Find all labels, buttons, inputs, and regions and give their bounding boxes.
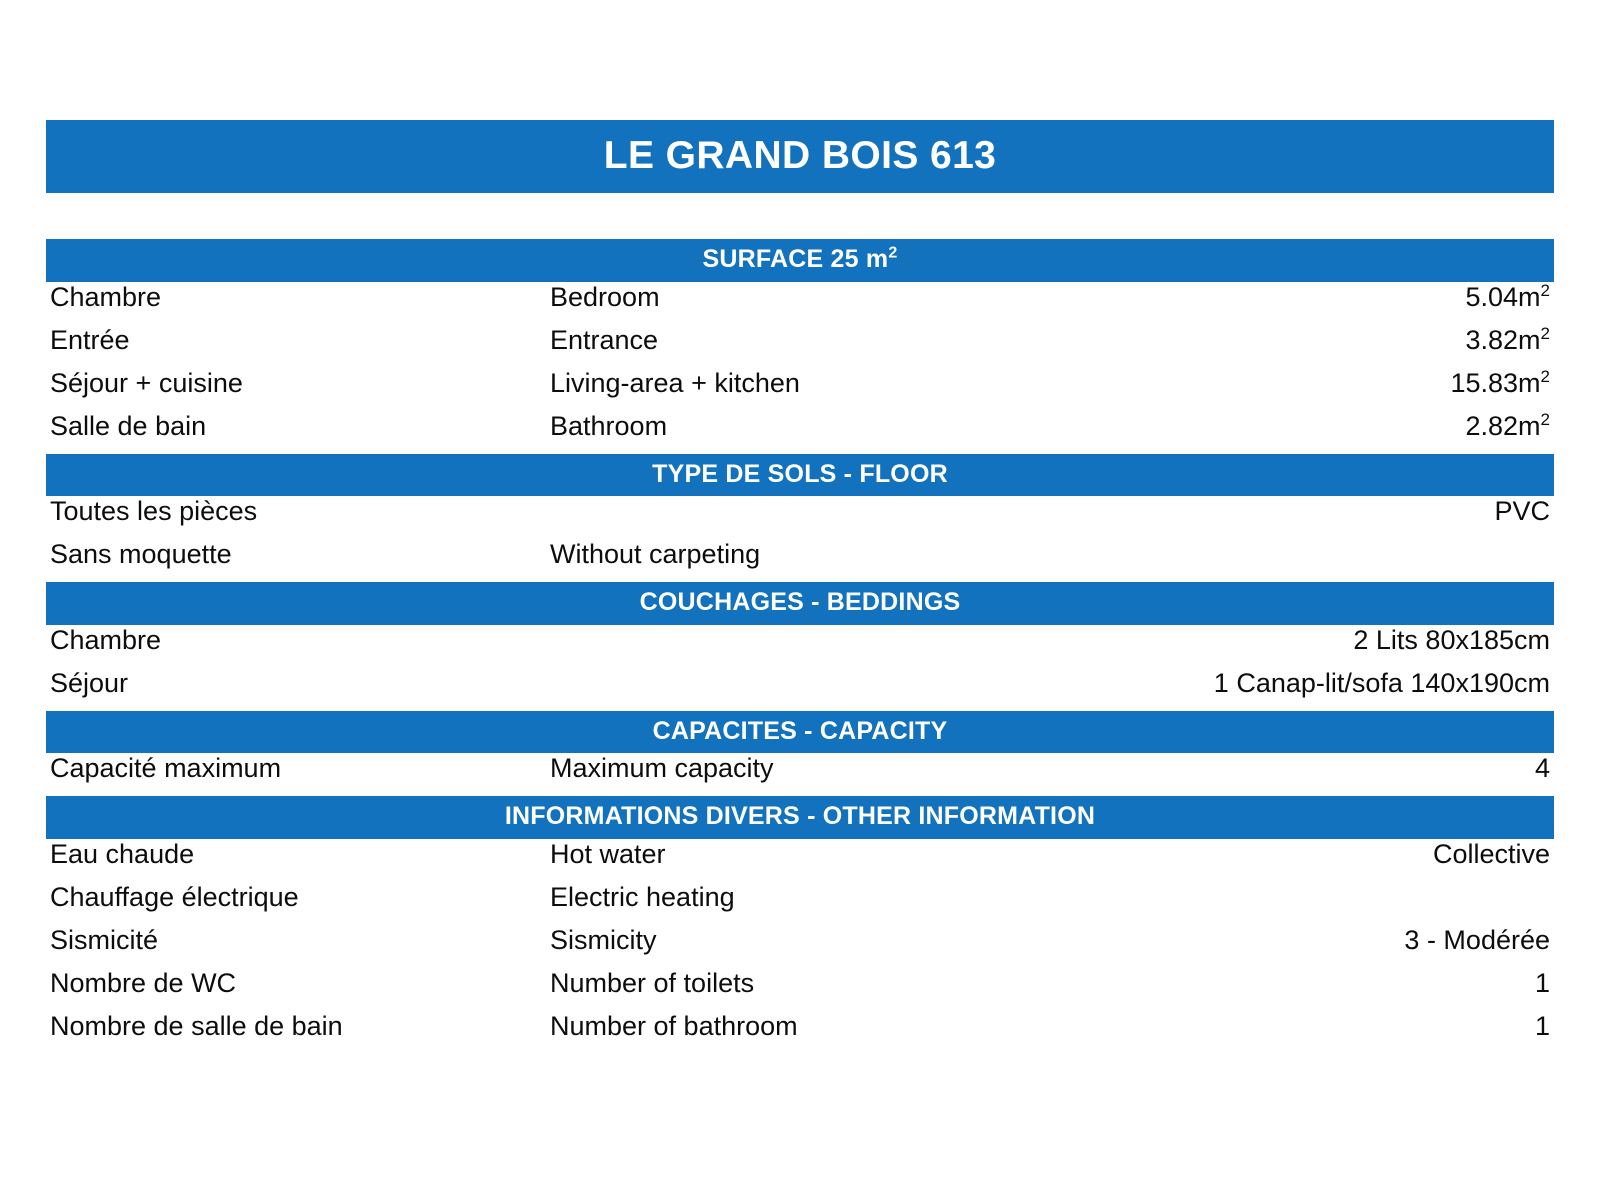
row-label-fr: Capacité maximum: [50, 753, 282, 783]
section-heading-label: SURFACE 25 m: [702, 245, 889, 273]
row-value-text: 4: [1534, 753, 1550, 783]
row-label-en: Entrance: [550, 324, 659, 355]
row-value-text: 2.82m: [1465, 410, 1541, 441]
row-value: [1214, 668, 1550, 699]
table-row: [46, 668, 1554, 711]
table-row: [46, 968, 1554, 1011]
page-title: LE GRAND BOIS 613: [46, 120, 1554, 193]
row-label-fr: Entrée: [50, 324, 130, 355]
row-label-en: Number of toilets: [550, 967, 755, 998]
table-row: [46, 539, 1554, 582]
row-value: [1450, 368, 1550, 399]
table-row: [46, 325, 1554, 368]
row-value: [1353, 625, 1550, 656]
table-row: [46, 839, 1554, 882]
section-heading-surface: [46, 239, 1554, 282]
row-label-fr: Chambre: [50, 624, 162, 655]
sections-container: [46, 239, 1554, 1054]
row-label-en: Bathroom: [550, 410, 668, 441]
table-row: [46, 925, 1554, 968]
row-label-fr: Sismicité: [50, 924, 159, 955]
row-value-text: 1 Canap-lit/sofa 140x190cm: [1213, 667, 1550, 698]
row-value-text: 15.83m: [1450, 367, 1541, 398]
row-value: [1535, 968, 1550, 999]
row-label-en: Number of bathroom: [550, 1010, 798, 1041]
row-value: [1465, 411, 1550, 442]
row-label-fr: Séjour: [50, 667, 129, 698]
table-row: [46, 625, 1554, 668]
row-value-text: PVC: [1494, 496, 1550, 526]
row-value: [1465, 282, 1550, 313]
row-value-text: Collective: [1432, 838, 1550, 869]
row-value-text: 3.82m: [1465, 324, 1541, 355]
row-value-superscript: 2: [1540, 323, 1550, 343]
section-rows-capacity: [46, 753, 1554, 796]
section-heading-capacity: [46, 711, 1554, 754]
row-value: [1535, 753, 1550, 784]
section-rows-beddings: [46, 625, 1554, 711]
table-row: [46, 496, 1554, 539]
section-heading-floor: [46, 454, 1554, 497]
row-label-en: Electric heating: [550, 881, 735, 912]
row-label-fr: Chauffage électrique: [50, 881, 299, 912]
row-label-fr: Nombre de WC: [50, 967, 237, 998]
section-heading-other: [46, 796, 1554, 839]
row-value: [1465, 325, 1550, 356]
section-heading-label: INFORMATIONS DIVERS - OTHER INFORMATION: [504, 802, 1096, 830]
table-row: [46, 411, 1554, 454]
row-value-text: 2 Lits 80x185cm: [1353, 624, 1550, 655]
row-label-en: Bedroom: [550, 281, 660, 312]
table-row: [46, 882, 1554, 925]
section-heading-label: CAPACITES - CAPACITY: [652, 716, 948, 745]
row-value: [1433, 839, 1550, 870]
section-heading-label: TYPE DE SOLS - FLOOR: [652, 459, 948, 488]
section-heading-beddings: [46, 582, 1554, 625]
row-value-text: 5.04m: [1465, 281, 1541, 312]
row-label-fr: Eau chaude: [50, 838, 195, 869]
table-row: [46, 282, 1554, 325]
row-label-en: Sismicity: [550, 924, 657, 955]
row-value-superscript: 2: [1540, 409, 1550, 429]
row-label-fr: Chambre: [50, 281, 162, 312]
row-value: [1494, 496, 1550, 527]
row-label-en: Living-area + kitchen: [550, 367, 800, 398]
row-value-text: 1: [1534, 967, 1550, 998]
row-value: [1404, 925, 1550, 956]
table-row: [46, 753, 1554, 796]
row-label-fr: Toutes les pièces: [50, 496, 258, 526]
row-label-fr: Nombre de salle de bain: [50, 1010, 343, 1041]
title-spacer: [46, 193, 1554, 239]
section-rows-other: [46, 839, 1554, 1054]
section-heading-superscript: 2: [888, 244, 898, 262]
table-row: [46, 368, 1554, 411]
row-label-en: Hot water: [550, 838, 666, 869]
section-rows-surface: [46, 282, 1554, 454]
row-label-fr: Séjour + cuisine: [50, 367, 243, 398]
row-value: [1535, 1011, 1550, 1042]
row-label-en: Without carpeting: [550, 539, 761, 569]
row-label-fr: Sans moquette: [50, 539, 232, 569]
row-value-text: 3 - Modérée: [1404, 924, 1550, 955]
row-value-superscript: 2: [1540, 366, 1550, 386]
table-row: [46, 1011, 1554, 1054]
section-heading-label: COUCHAGES - BEDDINGS: [639, 588, 961, 616]
row-value-superscript: 2: [1540, 280, 1550, 300]
row-label-fr: Salle de bain: [50, 410, 207, 441]
row-value-text: 1: [1534, 1010, 1550, 1041]
section-rows-floor: [46, 496, 1554, 582]
row-label-en: Maximum capacity: [550, 753, 774, 783]
